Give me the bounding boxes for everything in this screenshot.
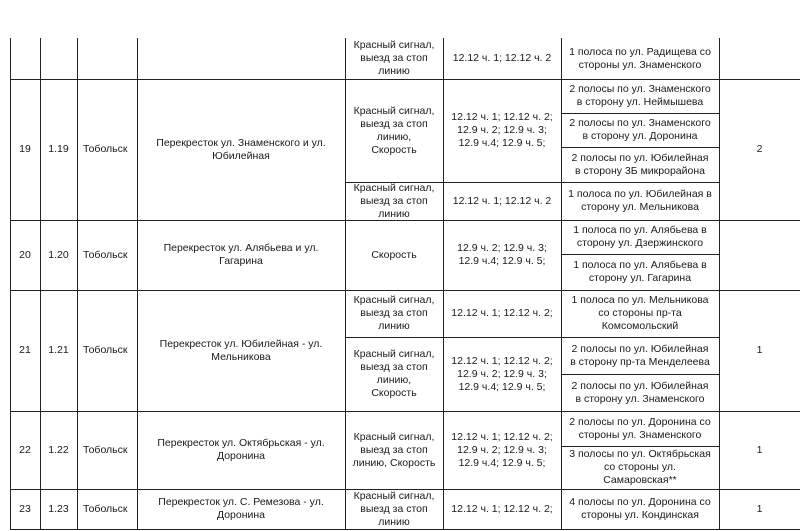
violation-type: Красный сигнал, выезд за стоп линию, Скорость xyxy=(352,430,436,469)
row-location: Перекресток ул. Октябрьская - ул. Доронина xyxy=(157,437,325,462)
violation-type: Красный сигнал, выезд за стоп линию xyxy=(353,294,435,332)
violation-type: Красный сигнал, выезд за стоп линию xyxy=(353,489,435,528)
lane-description: 1 полоса по ул. Юбилейная в сторону ул. Мельникова xyxy=(568,188,712,213)
violation-type: Скорость xyxy=(371,248,417,261)
row-code: 1.21 xyxy=(48,344,69,356)
row-count: 1 xyxy=(756,443,763,456)
violation-type: Красный сигнал, выезд за стоп линию, Скорость xyxy=(353,348,435,399)
lane-description: 1 полоса по ул. Мельникова со стороны пр-та Комсомольский xyxy=(571,294,709,332)
row-location xyxy=(137,38,345,79)
row-number: 20 xyxy=(19,248,31,261)
violation-type: Красный сигнал, выезд за стоп линию, Скорость xyxy=(353,104,435,156)
article-refs: 12.12 ч. 1; 12.12 ч. 2 xyxy=(452,52,552,64)
lane-description: 2 полосы по ул. Юбилейная в сторону 3Б микрорайона xyxy=(571,151,709,177)
row-city: Тобольск xyxy=(83,443,128,456)
article-refs: 12.9 ч. 2; 12.9 ч. 3; 12.9 ч.4; 12.9 ч. 5; xyxy=(457,242,547,267)
row-code: 1.20 xyxy=(48,248,69,261)
row-location: Перекресток ул. Знаменского и ул. Юбилейная xyxy=(156,136,326,162)
row-number: 23 xyxy=(19,502,31,515)
article-refs: 12.12 ч. 1; 12.12 ч. 2; xyxy=(451,502,553,515)
row-number: 22 xyxy=(19,443,31,456)
lane-description: 3 полосы по ул. Октябрьская со стороны ул. Самаровская** xyxy=(569,448,711,486)
violation-type: Красный сигнал, выезд за стоп линию xyxy=(353,182,435,220)
violation-type: Красный сигнал, выезд за стоп линию xyxy=(353,39,435,77)
table-border xyxy=(10,529,800,530)
row-code: 1.19 xyxy=(48,143,69,155)
lane-description: 1 полоса по ул. Алябьева в сторону ул. Гагарина xyxy=(573,259,707,284)
row-code: 1.22 xyxy=(48,443,69,456)
lane-description: 1 полоса по ул. Алябьева в сторону ул. Дзержинского xyxy=(573,224,707,249)
row-city: Тобольск xyxy=(83,502,128,515)
lane-description: 2 полосы по ул. Знаменского в сторону ул. Доронина xyxy=(569,117,711,142)
row-count xyxy=(719,38,800,79)
lane-description: 2 полосы по ул. Знаменского в сторону ул. Неймышева xyxy=(569,83,711,108)
row-count: 2 xyxy=(756,143,763,155)
article-refs: 12.12 ч. 1; 12.12 ч. 2; 12.9 ч. 2; 12.9 ч. 3; 12.9 ч.4; 12.9 ч. 5; xyxy=(451,354,553,393)
row-number: 19 xyxy=(19,143,31,155)
row-code xyxy=(40,38,77,79)
lane-description: 2 полосы по ул. Юбилейная в сторону ул. Знаменского xyxy=(571,379,709,405)
article-refs: 12.12 ч. 1; 12.12 ч. 2; xyxy=(451,307,553,319)
article-refs: 12.12 ч. 1; 12.12 ч. 2 xyxy=(452,194,552,207)
lane-description: 1 полоса по ул. Радищева со стороны ул. Знаменского xyxy=(569,45,711,71)
row-number xyxy=(10,38,40,79)
row-count xyxy=(719,220,800,290)
row-location: Перекресток ул. Юбилейная - ул. Мельникова xyxy=(159,337,323,363)
row-city: Тобольск xyxy=(83,248,128,261)
lane-description: 2 полосы по ул. Юбилейная в сторону пр-та Менделеева xyxy=(570,342,710,368)
row-city: Тобольск xyxy=(83,344,128,356)
row-count: 1 xyxy=(756,344,763,356)
row-code: 1.23 xyxy=(48,502,69,515)
lane-description: 4 полосы по ул. Доронина со стороны ул. Кондинская xyxy=(569,496,711,521)
row-city xyxy=(77,38,137,79)
article-refs: 12.12 ч. 1; 12.12 ч. 2; 12.9 ч. 2; 12.9 ч. 3; 12.9 ч.4; 12.9 ч. 5; xyxy=(451,111,553,149)
article-refs: 12.12 ч. 1; 12.12 ч. 2; 12.9 ч. 2; 12.9 ч. 3; 12.9 ч.4; 12.9 ч. 5; xyxy=(451,430,553,469)
lane-description: 2 полосы по ул. Доронина со стороны ул. Знаменского xyxy=(569,415,711,441)
row-number: 21 xyxy=(19,344,31,356)
row-count: 1 xyxy=(756,502,763,515)
row-location: Перекресток ул. Алябьева и ул. Гагарина xyxy=(163,242,319,267)
row-city: Тобольск xyxy=(83,143,128,155)
row-location: Перекресток ул. С. Ремезова - ул. Доронина xyxy=(158,496,324,521)
